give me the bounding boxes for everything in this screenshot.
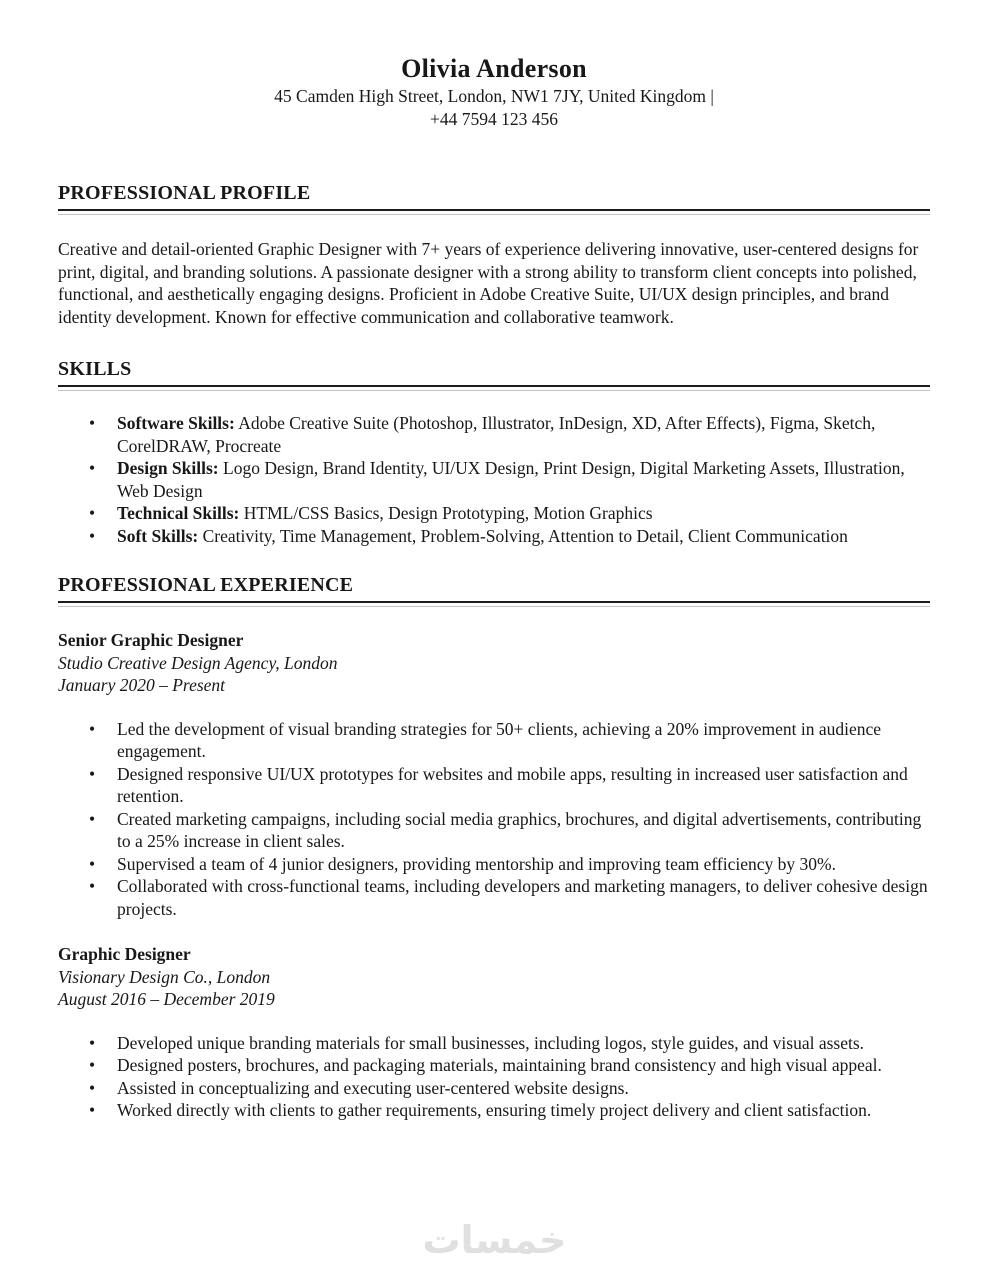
profile-paragraph: Creative and detail-oriented Graphic Designer with 7+ years of experience delivering innovative, user-centered designs for print, digital, and branding solutions. A passionate designer with a strong ability to transform client concepts into polished, functional, and aesthetically engaging designs. Proficient in Adobe Creative Suite, UI/UX design principles, and brand identity development. Known for effective communication and collaborative teamwork. [58, 239, 919, 327]
skill-text: Creativity, Time Management, Problem-Solving, Attention to Detail, Client Communication [198, 525, 848, 546]
job-dates: August 2016 – December 2019 [58, 989, 275, 1009]
skill-item [58, 525, 930, 548]
job-company: Studio Creative Design Agency, London [58, 652, 338, 673]
skill-text: Adobe Creative Suite (Photoshop, Illustrator, InDesign, XD, After Effects), Figma, Sketch, CorelDRAW, Procreate [117, 413, 876, 456]
experience-section-heading: PROFESSIONAL EXPERIENCE [58, 573, 930, 603]
job-entry-graphic-designer [58, 943, 930, 1122]
skill-label: Design Skills: [117, 458, 219, 478]
skill-text: HTML/CSS Basics, Design Prototyping, Motion Graphics [239, 503, 653, 523]
section-skills [58, 357, 930, 547]
skills-list [58, 412, 930, 547]
job-bullet: • Developed unique branding materials for small businesses, including logos, style guides, and visual assets. [58, 1032, 930, 1055]
job-bullet-list [58, 1032, 930, 1122]
job-entry-senior-graphic-designer [58, 629, 930, 920]
job-dates: January 2020 – Present [58, 675, 226, 695]
resume-header [58, 52, 930, 131]
job-title: Senior Graphic Designer [58, 630, 244, 650]
job-company: Visionary Design Co., London [58, 966, 271, 987]
job-bullet: • Designed posters, brochures, and packaging materials, maintaining brand consistency and high visual appeal. [58, 1054, 930, 1077]
skill-item [58, 412, 930, 457]
skill-label: Software Skills: [117, 413, 235, 433]
job-bullet: • Worked directly with clients to gather requirements, ensuring timely project delivery and client satisfaction. [58, 1099, 930, 1122]
skill-item [58, 502, 930, 525]
job-bullet: • Collaborated with cross-functional teams, including developers and marketing managers, to deliver cohesive design projects. [58, 875, 930, 920]
khamsat-watermark-logo: خمسات [422, 1218, 567, 1262]
skill-label: Soft Skills: [117, 525, 199, 546]
candidate-address: 45 Camden High Street, London, NW1 7JY, United Kingdom | [274, 86, 714, 106]
profile-section-heading: PROFESSIONAL PROFILE [58, 181, 930, 211]
skill-text: Logo Design, Brand Identity, UI/UX Design, Print Design, Digital Marketing Assets, Illustration, Web Design [117, 458, 905, 501]
job-title: Graphic Designer [58, 944, 191, 964]
section-professional-experience [58, 573, 930, 1122]
candidate-name: Olivia Anderson [401, 54, 587, 83]
skill-label: Technical Skills: [117, 503, 240, 523]
job-bullet: • Led the development of visual branding strategies for 50+ clients, achieving a 20% improvement in audience engagement. [58, 718, 930, 763]
job-bullet: • Created marketing campaigns, including social media graphics, brochures, and digital advertisements, contributing to a 25% increase in client sales. [58, 808, 930, 853]
skill-item [58, 457, 930, 502]
job-bullet: • Designed responsive UI/UX prototypes for websites and mobile apps, resulting in increased user satisfaction and retention. [58, 763, 930, 808]
skills-section-heading: SKILLS [58, 357, 930, 387]
candidate-phone: +44 7594 123 456 [430, 109, 558, 129]
job-bullet: • Supervised a team of 4 junior designers, providing mentorship and improving team efficiency by 30%. [58, 853, 930, 876]
job-bullet-list [58, 718, 930, 921]
job-bullet: • Assisted in conceptualizing and executing user-centered website designs. [58, 1077, 930, 1100]
section-professional-profile [58, 181, 930, 328]
